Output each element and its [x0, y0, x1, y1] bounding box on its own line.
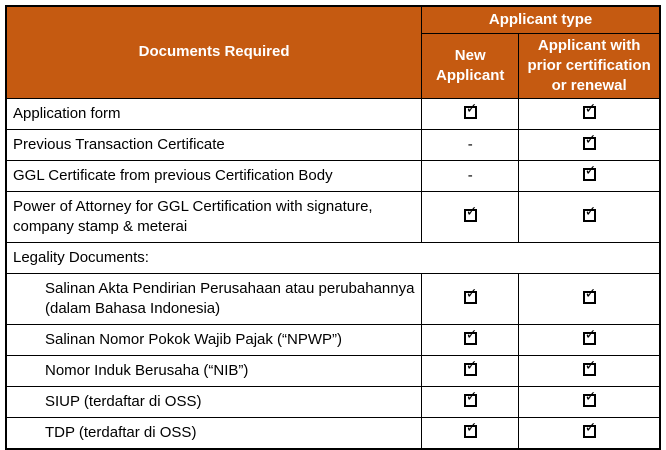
check-mark-icon: ✓	[584, 100, 597, 117]
document-label: Salinan Akta Pendirian Perusahaan atau perubahannya (dalam Bahasa Indonesia)	[6, 273, 422, 324]
document-label: Legality Documents:	[6, 242, 660, 273]
checkbox-cell	[519, 273, 660, 324]
table-row	[6, 386, 660, 417]
checked-checkbox-icon	[464, 203, 478, 222]
check-mark-icon: ✓	[584, 326, 597, 343]
check-mark-icon: ✓	[465, 419, 478, 436]
header-new-applicant: New Applicant	[422, 33, 519, 98]
checked-checkbox-icon	[583, 388, 597, 407]
checked-checkbox-icon	[464, 100, 478, 119]
checked-checkbox-icon	[583, 419, 597, 438]
table-row	[6, 324, 660, 355]
check-mark-icon: ✓	[584, 203, 597, 220]
checkbox-cell	[422, 191, 519, 242]
table-row	[6, 98, 660, 129]
dash-cell	[422, 160, 519, 191]
checked-checkbox-icon	[464, 357, 478, 376]
table-header	[6, 6, 660, 98]
check-mark-icon: ✓	[465, 388, 478, 405]
check-mark-icon: ✓	[465, 203, 478, 220]
checkbox-cell	[422, 417, 519, 449]
checkbox-cell	[519, 386, 660, 417]
check-mark-icon: ✓	[584, 419, 597, 436]
table-body	[6, 98, 660, 449]
checkbox-cell	[519, 98, 660, 129]
checked-checkbox-icon	[464, 388, 478, 407]
table-row	[6, 417, 660, 449]
check-mark-icon: ✓	[465, 100, 478, 117]
documents-required-table	[5, 5, 661, 450]
checked-checkbox-icon	[583, 100, 597, 119]
document-label: Previous Transaction Certificate	[6, 129, 422, 160]
not-applicable-dash: -	[467, 166, 473, 184]
checkbox-cell	[519, 355, 660, 386]
checked-checkbox-icon	[583, 131, 597, 150]
check-mark-icon: ✓	[465, 285, 478, 302]
checkbox-cell	[519, 129, 660, 160]
checked-checkbox-icon	[464, 285, 478, 304]
checked-checkbox-icon	[464, 419, 478, 438]
check-mark-icon: ✓	[584, 388, 597, 405]
checkbox-cell	[422, 98, 519, 129]
checked-checkbox-icon	[583, 203, 597, 222]
check-mark-icon: ✓	[584, 131, 597, 148]
document-label: TDP (terdaftar di OSS)	[6, 417, 422, 449]
check-mark-icon: ✓	[584, 285, 597, 302]
table-row	[6, 160, 660, 191]
not-applicable-dash: -	[467, 135, 473, 153]
table-row	[6, 242, 660, 273]
table-row	[6, 273, 660, 324]
checkbox-cell	[422, 386, 519, 417]
document-label: Salinan Nomor Pokok Wajib Pajak (“NPWP”)	[6, 324, 422, 355]
check-mark-icon: ✓	[465, 326, 478, 343]
table-row	[6, 355, 660, 386]
table-row	[6, 191, 660, 242]
header-prior-certification: Applicant with prior certification or renewal	[519, 33, 660, 98]
checked-checkbox-icon	[583, 162, 597, 181]
header-row-top	[6, 6, 660, 33]
dash-cell	[422, 129, 519, 160]
checkbox-cell	[422, 355, 519, 386]
checkbox-cell	[422, 273, 519, 324]
checked-checkbox-icon	[583, 285, 597, 304]
document-label: Nomor Induk Berusaha (“NIB”)	[6, 355, 422, 386]
checkbox-cell	[519, 191, 660, 242]
check-mark-icon: ✓	[465, 357, 478, 374]
checked-checkbox-icon	[464, 326, 478, 345]
document-label: Application form	[6, 98, 422, 129]
document-label: GGL Certificate from previous Certification Body	[6, 160, 422, 191]
document-label: Power of Attorney for GGL Certification with signature, company stamp & meterai	[6, 191, 422, 242]
check-mark-icon: ✓	[584, 162, 597, 179]
checked-checkbox-icon	[583, 326, 597, 345]
checkbox-cell	[519, 417, 660, 449]
checkbox-cell	[422, 324, 519, 355]
check-mark-icon: ✓	[584, 357, 597, 374]
checkbox-cell	[519, 160, 660, 191]
header-applicant-type: Applicant type	[422, 6, 660, 33]
document-label: SIUP (terdaftar di OSS)	[6, 386, 422, 417]
table-row	[6, 129, 660, 160]
header-documents-required: Documents Required	[6, 6, 422, 98]
checked-checkbox-icon	[583, 357, 597, 376]
checkbox-cell	[519, 324, 660, 355]
